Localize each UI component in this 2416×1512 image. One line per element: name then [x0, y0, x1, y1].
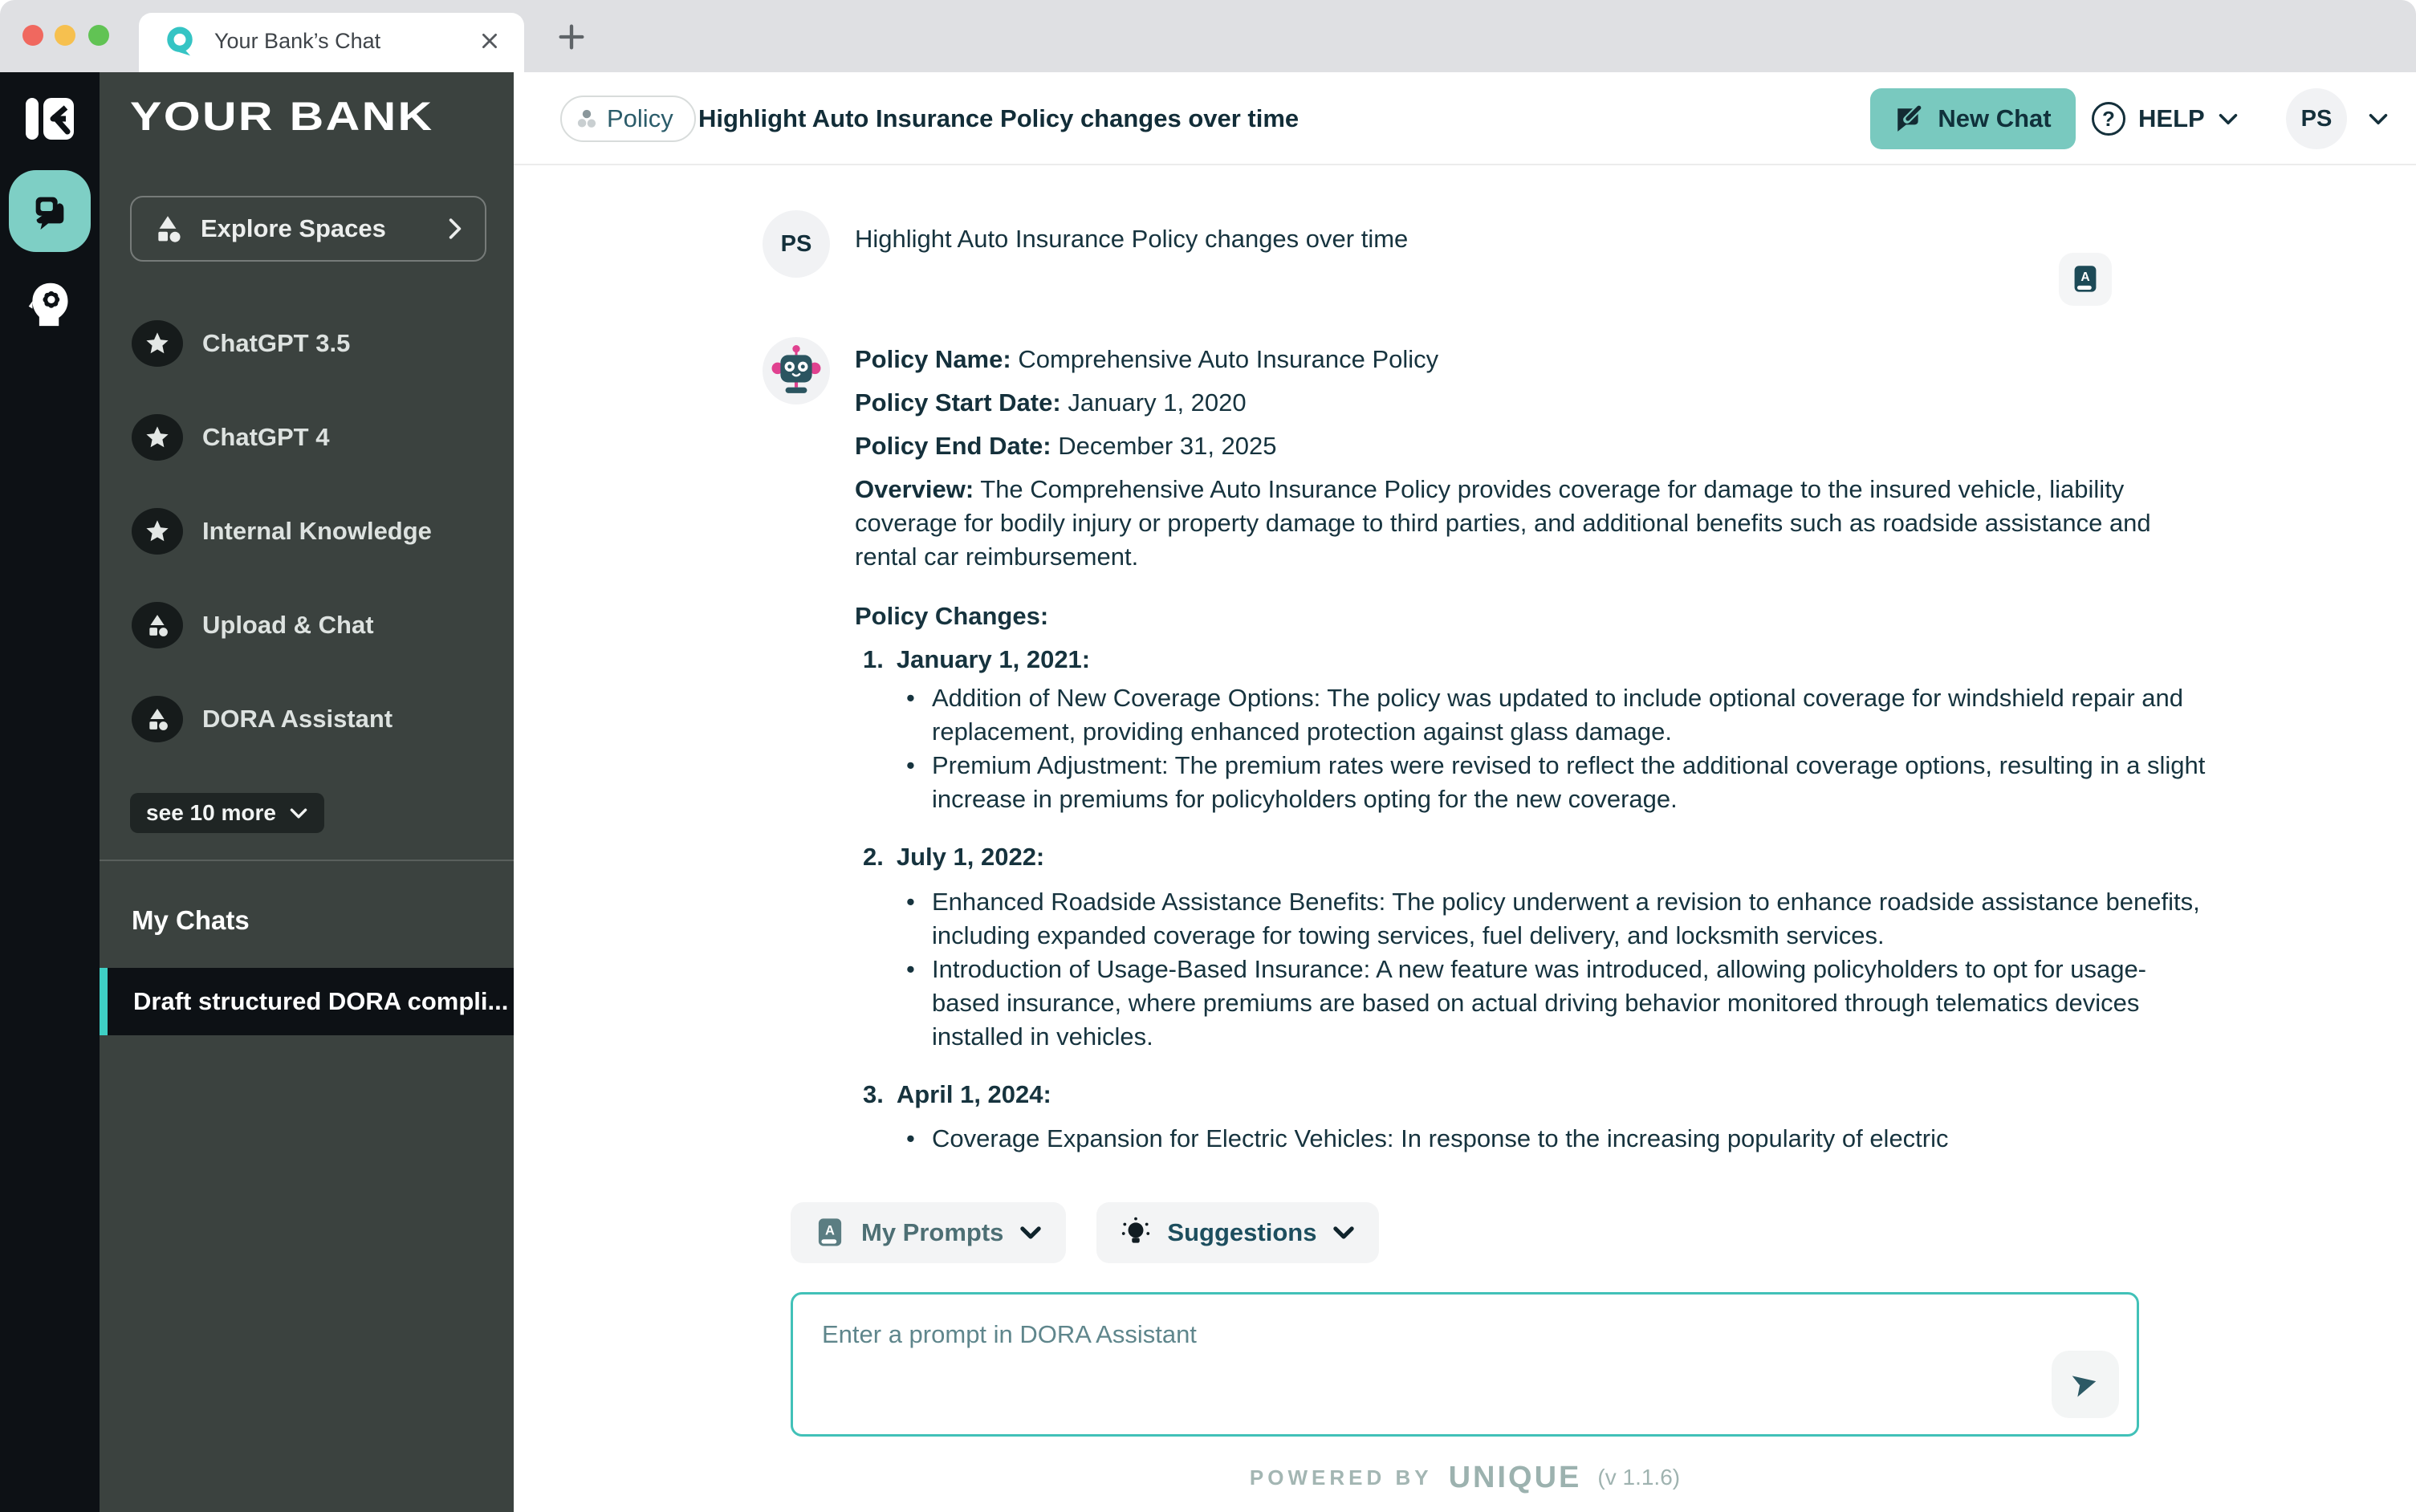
sidebar-item-chatgpt-4[interactable]	[132, 411, 485, 464]
prompt-input[interactable]	[793, 1295, 2137, 1434]
bullet-item: • Addition of New Coverage Options: The policy was updated to include optional coverage for windshield repair and replacement, providing enhanced protection against glass damage.	[855, 681, 2211, 749]
sidebar-item-label: ChatGPT 4	[202, 423, 330, 451]
brand-wordmark: YOUR BANK	[130, 94, 434, 139]
sidebar-item-upload-chat[interactable]	[132, 599, 485, 652]
policy-field: Policy End Date: December 31, 2025	[855, 432, 1277, 460]
explore-spaces-button[interactable]	[130, 196, 486, 262]
policy-field: Policy Start Date: January 1, 2020	[855, 388, 1247, 417]
version-label: (v 1.1.6)	[1597, 1465, 1681, 1490]
space-badge[interactable]	[560, 96, 696, 142]
help-label: HELP	[2138, 104, 2205, 132]
tab-close-icon[interactable]	[476, 27, 503, 55]
shapes-icon	[132, 696, 183, 742]
suggestions-label: Suggestions	[1167, 1218, 1317, 1246]
change-bullets	[855, 1122, 2211, 1156]
star-icon	[132, 414, 183, 461]
user-message-row	[763, 210, 1408, 278]
sidebar-item-chatgpt-35[interactable]	[132, 317, 485, 370]
prompts-book-icon	[815, 1217, 845, 1249]
policy-field: Policy Name: Comprehensive Auto Insurance Policy	[855, 345, 1439, 373]
new-tab-button[interactable]	[554, 19, 589, 55]
space-badge-label: Policy	[607, 104, 673, 132]
app-shell	[0, 72, 2416, 1512]
new-chat-icon	[1894, 104, 1923, 133]
send-plane-icon	[2072, 1371, 2099, 1398]
change-date-heading: 1. January 1, 2021:	[863, 645, 1091, 673]
sidebar-item-label: ChatGPT 3.5	[202, 329, 351, 357]
policy-change-section	[855, 643, 2211, 816]
svg-text:A: A	[825, 1223, 835, 1238]
policy-changes-heading: Policy Changes:	[855, 602, 1049, 630]
traffic-light-zoom-icon[interactable]	[88, 25, 109, 46]
new-chat-label: New Chat	[1938, 104, 2052, 132]
chevron-down-icon	[2368, 112, 2389, 126]
chats-nav-button[interactable]	[9, 170, 91, 252]
sidebar-item-dora-assistant[interactable]	[132, 693, 485, 746]
user-message-text: Highlight Auto Insurance Policy changes over time	[855, 225, 1409, 253]
sidebar-divider	[100, 860, 514, 861]
see-more-button[interactable]	[130, 793, 324, 833]
chat-bubbles-icon	[28, 189, 71, 233]
change-bullets	[855, 885, 2211, 1054]
dictionary-book-icon	[2071, 264, 2100, 295]
chevron-down-icon	[1332, 1225, 1355, 1240]
chevron-right-icon	[448, 217, 462, 240]
see-more-label: see 10 more	[146, 800, 276, 825]
help-menu[interactable]	[2092, 72, 2239, 165]
shapes-icon	[132, 602, 183, 648]
send-button[interactable]	[2052, 1351, 2119, 1418]
chat-history-item-active[interactable]	[100, 968, 514, 1035]
svg-text:A: A	[2080, 270, 2090, 285]
dictionary-button[interactable]	[2059, 253, 2112, 306]
assistant-message-row	[763, 337, 2211, 1156]
spaces-shapes-icon	[154, 215, 181, 243]
user-avatar: PS	[2286, 88, 2347, 149]
collapse-sidebar-icon[interactable]	[24, 96, 75, 141]
policy-overview: Overview: The Comprehensive Auto Insurance Policy provides coverage for damage to the insured vehicle, liability coverage for bodily injury or property damage to third parties, and additional benefits such as roadside assistance and rental car reimbursement.	[855, 475, 2151, 571]
powered-by-label: POWERED BY	[1249, 1465, 1433, 1490]
composer-controls	[791, 1202, 1379, 1263]
change-date-heading: 3. April 1, 2024:	[863, 1080, 1051, 1108]
bullet-item: • Coverage Expansion for Electric Vehicles: In response to the increasing popularity of electric	[855, 1122, 2211, 1156]
app-logo-icon	[163, 24, 197, 58]
my-prompts-button[interactable]	[791, 1202, 1066, 1263]
policy-change-section	[855, 840, 2211, 1054]
star-icon	[132, 508, 183, 555]
chevron-down-icon	[1019, 1225, 1042, 1240]
powered-by-footer	[791, 1457, 2139, 1498]
explore-spaces-label: Explore Spaces	[201, 214, 386, 242]
unique-logo: UNIQUE	[1448, 1460, 1582, 1494]
new-chat-button[interactable]	[1870, 88, 2076, 149]
change-date-heading: 2. July 1, 2022:	[863, 843, 1045, 871]
bullet-item: • Introduction of Usage-Based Insurance: A new feature was introduced, allowing policyholders to opt for usage-based insurance, where premiums are based on actual driving behavior monitored through telematics devices installed in vehicles.	[855, 953, 2211, 1054]
page-title: Highlight Auto Insurance Policy changes over time	[698, 104, 1300, 132]
sidebar-item-label: DORA Assistant	[202, 705, 393, 733]
sidebar	[100, 72, 514, 1512]
policy-fields	[855, 339, 2211, 466]
policy-change-section	[855, 1078, 2211, 1156]
left-rail	[0, 72, 100, 1512]
star-icon	[132, 320, 183, 367]
bullet-item: • Enhanced Roadside Assistance Benefits: The policy underwent a revision to enhance roadside assistance benefits, including expanded coverage for towing services, fuel delivery, and locksmith services.	[855, 885, 2211, 953]
space-dots-icon	[576, 108, 597, 129]
lightbulb-icon	[1121, 1217, 1151, 1249]
my-prompts-label: My Prompts	[861, 1218, 1004, 1246]
sidebar-item-label: Internal Knowledge	[202, 517, 432, 545]
change-bullets	[855, 681, 2211, 816]
browser-chrome	[0, 0, 2416, 72]
browser-tab[interactable]	[139, 13, 524, 72]
traffic-light-close-icon[interactable]	[22, 25, 43, 46]
assistant-message-body	[855, 337, 2211, 1156]
chat-history-label: Draft structured DORA compli...	[133, 987, 509, 1015]
suggestions-button[interactable]	[1096, 1202, 1379, 1263]
assistant-robot-avatar	[763, 337, 830, 404]
tab-title: Your Bank’s Chat	[214, 28, 381, 53]
ai-settings-icon[interactable]	[26, 279, 74, 327]
user-menu[interactable]	[2286, 72, 2389, 165]
my-chats-heading: My Chats	[132, 905, 250, 935]
chat-header	[514, 72, 2416, 165]
chevron-down-icon	[2218, 112, 2239, 126]
sidebar-item-label: Upload & Chat	[202, 611, 374, 639]
main-panel	[514, 72, 2416, 1512]
user-avatar: PS	[763, 210, 830, 278]
bullet-item: • Premium Adjustment: The premium rates were revised to reflect the additional coverage options, resulting in a slight increase in premiums for policyholders opting for the new coverage.	[855, 749, 2211, 816]
chevron-down-icon	[289, 807, 308, 819]
help-question-icon	[2092, 102, 2125, 136]
prompt-input-container	[791, 1292, 2139, 1437]
sidebar-item-internal-knowledge[interactable]	[132, 505, 485, 558]
traffic-light-minimize-icon[interactable]	[55, 25, 75, 46]
